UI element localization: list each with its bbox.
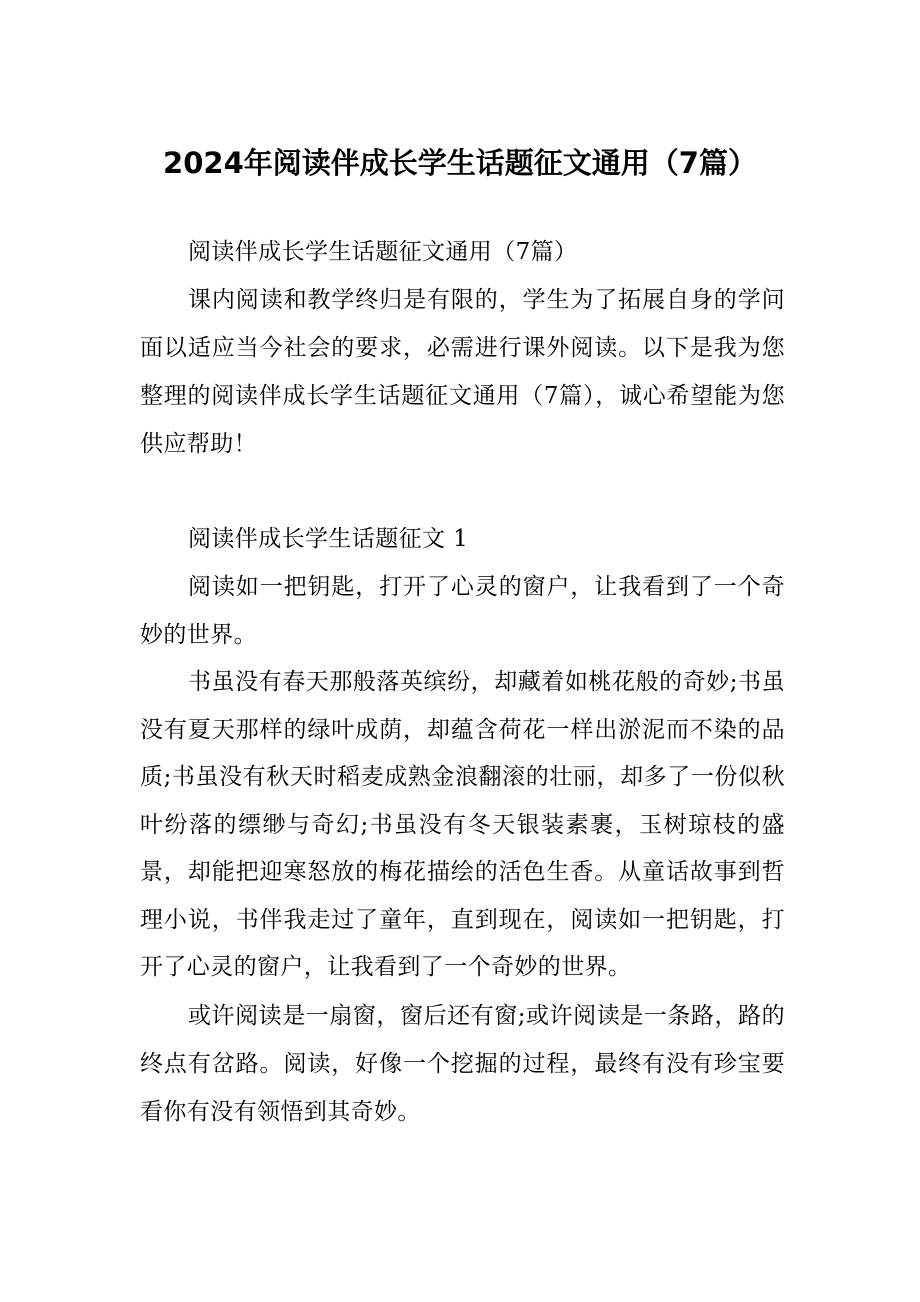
intro-paragraph: 课内阅读和教学终归是有限的，学生为了拓展自身的学问面以适应当今社会的要求，必需进行课外阅读。以下是我为您整理的阅读伴成长学生话题征文通用（7篇），诚心希望能为您供应帮助！ (140, 287, 785, 457)
intro-subtitle: 阅读伴成长学生话题征文通用（7篇） (188, 239, 578, 265)
essay-1-section (140, 515, 785, 1136)
essay-1-heading: 阅读伴成长学生话题征文 1 (188, 526, 469, 552)
document-title: 2024年阅读伴成长学生话题征文通用（7篇） (163, 146, 757, 180)
intro-section (140, 228, 785, 468)
essay-1-paragraph: 或许阅读是一扇窗，窗后还有窗;或许阅读是一条路，路的终点有岔路。阅读，好像一个挖掘的过程，最终有没有珍宝要看你有没有领悟到其奇妙。 (140, 1002, 785, 1125)
essay-1-paragraph: 书虽没有春天那般落英缤纷，却藏着如桃花般的奇妙;书虽没有夏天那样的绿叶成荫，却蕴含荷花一样出淤泥而不染的品质;书虽没有秋天时稻麦成熟金浪翻滚的壮丽，却多了一份似秋叶纷落的缥缈与奇幻;书虽没有冬天银装素裹，玉树琼枝的盛景，却能把迎寒怒放的梅花描绘的活色生香。从童话故事到哲理小说，书伴我走过了童年，直到现在，阅读如一把钥匙，打开了心灵的窗户，让我看到了一个奇妙的世界。 (140, 669, 785, 980)
essay-1-paragraph: 阅读如一把钥匙，打开了心灵的窗户，让我看到了一个奇妙的世界。 (140, 574, 785, 648)
